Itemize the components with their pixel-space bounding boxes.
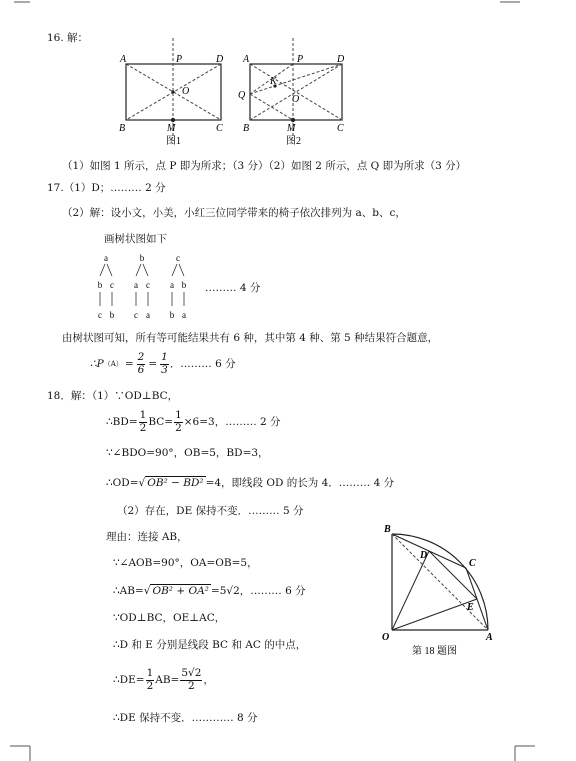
prob-prefix: ∴P [90, 357, 104, 370]
q17-conclusion: 由树状图可知，所有等可能结果共有 6 种，其中第 4 种、第 5 种结果符合题意， [62, 332, 439, 344]
prob-score: ．……… 6 分 [169, 357, 236, 370]
od-radical: OB² − BD² [147, 477, 204, 489]
tree-level2-node: c [146, 280, 150, 290]
tree-level2-node: b [181, 280, 187, 290]
q17-tree-title: 画树状图如下 [104, 233, 167, 245]
tree-branch [136, 264, 141, 276]
tree-level2-node: c [110, 280, 114, 290]
q17-tree-score: ……… 4 分 [205, 282, 261, 294]
tree-root-node: a [104, 253, 108, 263]
q17-part1: 17.（1）D；……… 2 分 [47, 182, 166, 194]
q18-part2: （2）存在，DE 保持不变．……… 5 分 [117, 505, 304, 517]
fig1-caption: 图1 [166, 136, 181, 147]
q18-perp-line: ∵OD⊥BC，OE⊥AC， [113, 612, 226, 624]
q16-figure-2 [232, 36, 362, 148]
fig18-label-E: E [467, 602, 474, 613]
fig2-label-Q: Q [238, 90, 246, 101]
q18-figure [378, 518, 498, 658]
ab-radical: OB² + OA² [152, 585, 209, 597]
fig2-label-A: A [243, 54, 250, 65]
ab-prefix: ∴AB= [113, 585, 144, 597]
q18-final-line: ∴DE 保持不变．………… 8 分 [113, 712, 258, 724]
fig18-label-D: D [420, 550, 428, 561]
tree-branch [100, 264, 105, 276]
q16-figure-1 [110, 36, 240, 148]
prob-fraction-1: $\frac{2}{6}$ [137, 351, 145, 376]
fig1-label-D: D [216, 54, 224, 65]
de-tail: ， [203, 673, 214, 686]
tree-branch [179, 264, 184, 276]
fig1-label-P: P [176, 54, 183, 65]
tree-root-node: b [139, 253, 145, 263]
tree-diagram [92, 252, 202, 324]
q18-angle-line: ∵∠BDO=90°，OB=5，BD=3， [106, 447, 269, 459]
fig2-label-D: D [337, 54, 345, 65]
fig2-caption: 图2 [286, 136, 301, 147]
corner-mark-top [0, 0, 576, 10]
de-fraction-1: $\frac{1}{2}$ [146, 667, 154, 692]
q18-line1: 18．解：（1）∵OD⊥BC， [47, 390, 179, 402]
fig18-label-O: O [382, 632, 390, 643]
bd-mid: BC= [148, 415, 174, 428]
fig1-label-O: O [182, 86, 190, 97]
tree-level2-node: b [97, 280, 103, 290]
q18-od-line: ∴OD=√ OB² − BD² =4，即线段 OD 的长为 4．……… 4 分 [106, 477, 395, 489]
fig18-label-B: B [384, 524, 391, 535]
q18-ab-line: ∴AB=√ OB² + OA² =5√2，……… 6 分 [113, 585, 306, 597]
tree-level3-node: b [109, 310, 115, 320]
prob-sub: （A） [103, 359, 123, 368]
ab-tail: =5√2，……… 6 分 [210, 585, 306, 597]
q17-part2: （2）解：设小文，小美，小红三位同学带来的椅子依次排列为 a、b、c， [62, 207, 406, 219]
prob-eq: = [124, 357, 134, 370]
fig2-label-K: K [270, 76, 277, 87]
q18-bd-line [106, 410, 281, 434]
tree-level3-node: c [134, 310, 138, 320]
q16-number: 16. 解： [47, 32, 89, 44]
fig2-label-B: B [243, 123, 250, 134]
bd-tail: ×6=3，……… 2 分 [183, 415, 281, 428]
fig2-label-M: M [287, 123, 296, 134]
od-tail: =4，即线段 OD 的长为 4．……… 4 分 [205, 477, 395, 489]
fig18-label-C: C [469, 558, 476, 569]
tree-branch [172, 264, 177, 276]
fig2-label-C: C [337, 123, 344, 134]
q18-aob-line: ∵∠AOB=90°，OA=OB=5， [113, 557, 258, 569]
tree-branch [107, 264, 112, 276]
tree-branch [143, 264, 148, 276]
fig2-label-P: P [297, 54, 304, 65]
corner-mark-bottom [0, 740, 576, 761]
fig1-label-C: C [216, 123, 223, 134]
tree-level3-node: a [182, 310, 186, 320]
prob-fraction-2: $\frac{1}{3}$ [161, 351, 168, 376]
tree-level2-node: a [170, 280, 174, 290]
q16-answer: （1）如图 1 所示，点 P 即为所求；（3 分）（2）如图 2 所示，点 Q 即为所求（3 分） [62, 160, 467, 172]
tree-level3-node: b [169, 310, 175, 320]
bd-fraction-1: $\frac{1}{2}$ [139, 409, 147, 434]
tree-root-node: c [176, 253, 180, 263]
fig1-label-B: B [119, 123, 126, 134]
fig1-label-A: A [120, 54, 127, 65]
de-fraction-2: $\frac{5√2}{2}$ [181, 667, 202, 692]
fig1-label-M: M [167, 123, 176, 134]
bd-prefix: ∴BD= [106, 415, 138, 428]
q18-de-line [113, 668, 214, 692]
de-prefix: ∴DE= [113, 673, 145, 686]
q17-probability: ∴P （A） = $\frac{2}{6}$ = $\frac{1}{3}$ ．……… 6 分 [90, 351, 236, 376]
fig18-label-A: A [486, 632, 493, 643]
fig2-label-O: O [292, 94, 300, 105]
od-prefix: ∴OD= [106, 477, 139, 489]
tree-level3-node: c [98, 310, 102, 320]
fig18-caption: 第 18 题图 [412, 646, 457, 657]
de-mid: AB= [155, 673, 180, 686]
q18-mid-line: ∴D 和 E 分别是线段 BC 和 AC 的中点， [113, 639, 307, 651]
tree-level2-node: a [134, 280, 138, 290]
bd-fraction-2: $\frac{1}{2}$ [175, 409, 182, 434]
q18-reason: 理由：连接 AB， [106, 531, 188, 543]
tree-level3-node: a [146, 310, 150, 320]
